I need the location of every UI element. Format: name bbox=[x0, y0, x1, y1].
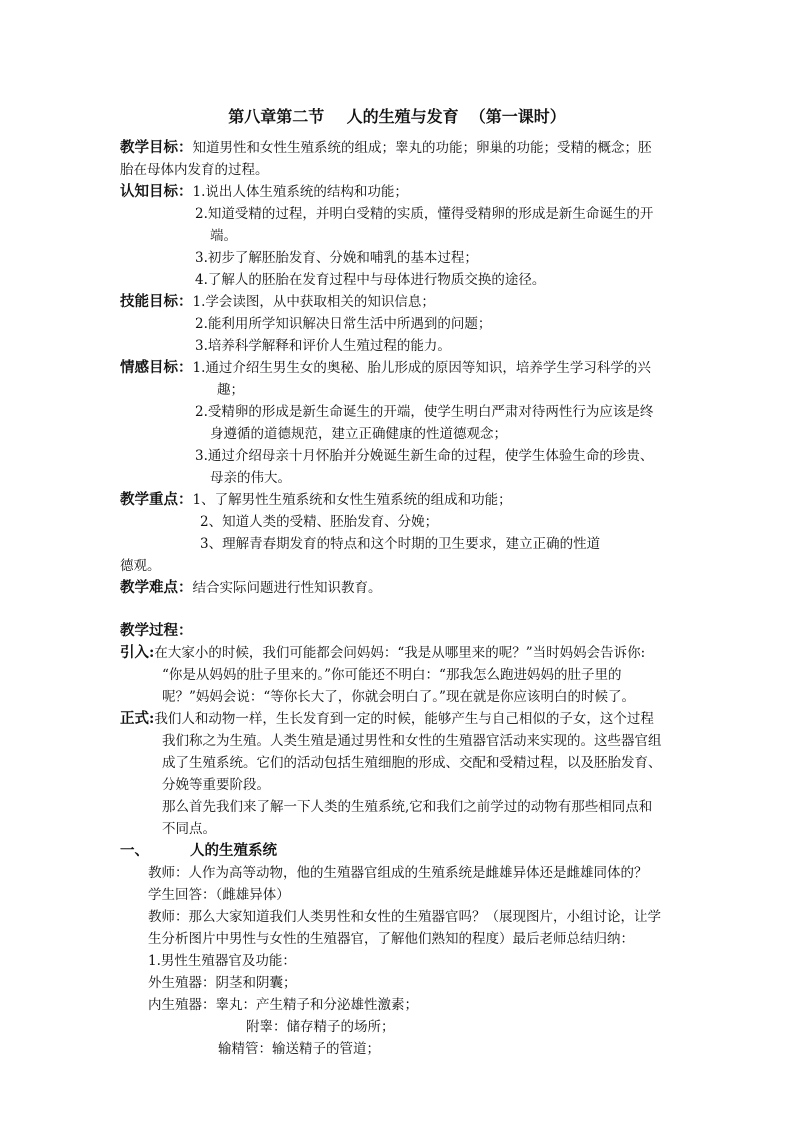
cognitive-item-4: 4.了解人的胚胎在发育过程中与母体进行物质交换的途径。 bbox=[195, 272, 546, 288]
difficulty-line bbox=[120, 577, 382, 599]
cognitive-item-3: 3.初步了解胚胎发育、分娩和哺乳的基本过程； bbox=[195, 250, 478, 266]
section1-line-7: 内生殖器：睾丸：产生精子和分泌雄性激素； bbox=[148, 997, 418, 1013]
key-point-3: 3、理解青春期发育的特点和这个时期的卫生要求，建立正确的性道 bbox=[200, 536, 601, 552]
section1-number: 一、 bbox=[120, 842, 149, 859]
difficulty-label: 教学难点： bbox=[120, 579, 193, 596]
skill-goals-label: 技能目标： bbox=[120, 293, 193, 310]
key-points-line1 bbox=[120, 489, 512, 511]
teaching-goals-label: 教学目标： bbox=[120, 139, 193, 156]
difficulty-text: 结合实际问题进行性知识教育。 bbox=[192, 580, 382, 596]
section1-line-3: 教师：那么大家知道我们人类男性和女性的生殖器官吗？（展现图片，小组讨论，让学 bbox=[148, 909, 661, 925]
formal-text-4: 分娩等重要阶段。 bbox=[162, 777, 270, 793]
skill-item-1: 1.学会读图，从中获取相关的知识信息； bbox=[192, 294, 435, 310]
skill-goals-line1 bbox=[120, 291, 435, 313]
emotion-item-1-cont: 趣； bbox=[217, 382, 244, 398]
section1-line-9: 输精管：输送精子的管道； bbox=[218, 1041, 380, 1057]
section1-line-2: 学生回答：（雌雄异体） bbox=[148, 887, 290, 903]
key-point-2: 2、知道人类的受精、胚胎发育、分娩； bbox=[200, 514, 439, 530]
section1-line-6: 外生殖器：阴茎和阴囊； bbox=[148, 975, 297, 991]
intro-label: 引入: bbox=[120, 644, 155, 661]
cognitive-goals-label: 认知目标： bbox=[120, 183, 193, 200]
cognitive-item-2: 2.知道受精的过程，并明白受精的实质，懂得受精卵的形成是新生命诞生的开 bbox=[195, 206, 654, 222]
emotion-item-3: 3.通过介绍母亲十月怀胎并分娩诞生新生命的过程，使学生体验生命的珍贵、 bbox=[195, 448, 654, 464]
formal-text-6: 不同点。 bbox=[162, 821, 216, 837]
emotion-goals-label: 情感目标： bbox=[120, 359, 193, 376]
emotion-item-2: 2.受精卵的形成是新生命诞生的开端，使学生明白严肃对待两性行为应该是终 bbox=[195, 404, 654, 420]
cognitive-item-2-cont: 端。 bbox=[210, 228, 237, 244]
formal-text-2: 我们称之为生殖。人类生殖是通过男性和女性的生殖器官活动来实现的。这些器官组 bbox=[162, 733, 662, 749]
section1-line-5: 1.男性生殖器官及功能： bbox=[148, 953, 296, 969]
section1-line-1: 教师：人作为高等动物，他的生殖器官组成的生殖系统是雌雄异体还是雌雄同体的？ bbox=[148, 865, 648, 881]
teaching-goals-line1 bbox=[120, 137, 652, 159]
section1-line-4: 生分析图片中男性与女性的生殖器官，了解他们熟知的程度）最后老师总结归纳： bbox=[148, 931, 634, 947]
intro-text-3: 呢？”妈妈会说：“等你长大了，你就会明白了。”现在就是你应该明白的时候了。 bbox=[162, 689, 635, 705]
key-point-3-cont: 德观。 bbox=[120, 558, 161, 574]
formal-line1 bbox=[120, 708, 654, 730]
key-point-1: 1、了解男性生殖系统和女性生殖系统的组成和功能； bbox=[192, 492, 512, 508]
emotion-item-3-cont: 母亲的伟大。 bbox=[210, 470, 291, 486]
process-label: 教学过程： bbox=[120, 622, 193, 639]
teaching-goals-text-2: 胎在母体内发育的过程。 bbox=[120, 162, 269, 178]
skill-item-2: 2.能利用所学知识解决日常生活中所遇到的问题； bbox=[195, 316, 492, 332]
teaching-goals-text-1: 知道男性和女性生殖系统的组成；睾丸的功能；卵巢的功能；受精的概念；胚 bbox=[192, 140, 652, 156]
formal-text-1: 我们人和动物一样，生长发育到一定的时候，能够产生与自己相似的子女，这个过程 bbox=[154, 711, 654, 727]
intro-text-1: 在大家小的时候，我们可能都会问妈妈：“我是从哪里来的呢？”当时妈妈会告诉你: bbox=[154, 645, 646, 661]
page-title: 第八章第二节 人的生殖与发育 （第一课时） bbox=[228, 107, 566, 126]
formal-text-5: 那么首先我们来了解一下人类的生殖系统,它和我们之前学过的动物有那些相同点和 bbox=[162, 799, 653, 815]
intro-text-2: “你是从妈妈的肚子里来的。”你可能还不明白：“那我怎么跑进妈妈的肚子里的 bbox=[162, 667, 622, 683]
emotion-item-1: 1.通过介绍生男生女的奥秘、胎儿形成的原因等知识，培养学生学习科学的兴 bbox=[192, 360, 651, 376]
cognitive-item-1: 1.说出人体生殖系统的结构和功能； bbox=[192, 184, 408, 200]
cognitive-goals-line1 bbox=[120, 181, 408, 203]
intro-line1 bbox=[120, 642, 645, 664]
key-points-label: 教学重点： bbox=[120, 491, 193, 508]
section1-line-8: 附睾：储存精子的场所； bbox=[246, 1019, 395, 1035]
skill-item-3: 3.培养科学解释和评价人生殖过程的能力。 bbox=[195, 338, 451, 354]
emotion-item-2-cont: 身遵循的道德规范，建立正确健康的性道德观念； bbox=[210, 426, 507, 442]
section1-heading: 人的生殖系统 bbox=[190, 842, 277, 859]
emotion-goals-line1 bbox=[120, 357, 651, 379]
formal-label: 正式: bbox=[120, 710, 155, 727]
formal-text-3: 成了生殖系统。它们的活动包括生殖细胞的形成、交配和受精过程，以及胚胎发育、 bbox=[162, 755, 662, 771]
